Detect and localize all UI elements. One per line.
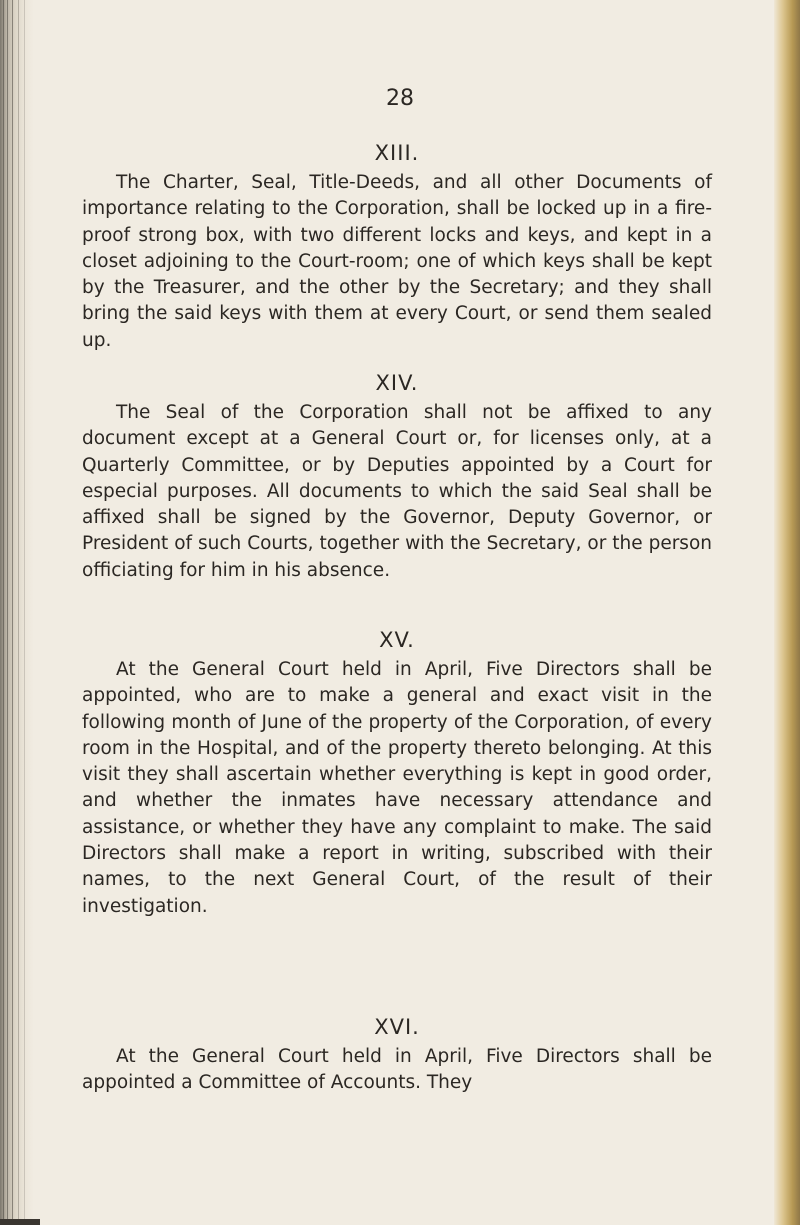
corner-mark [0, 1219, 40, 1225]
right-page-edge [774, 0, 800, 1225]
article-16 [82, 1014, 712, 1097]
article-13 [82, 140, 712, 354]
article-15 [82, 627, 712, 920]
article-heading: XV. [379, 628, 415, 652]
article-14 [82, 370, 712, 584]
article-heading: XIV. [375, 371, 419, 395]
article-text: At the General Court held in April, Five Directors shall be appointed a Committee of Accounts. They [82, 1046, 712, 1094]
article-text: At the General Court held in April, Five Directors shall be appointed, who are to make a general and exact visit in the following month of June of the property of the Corporation, of every room in the Hospital, and of the property thereto belonging. At this visit they shall ascertain whether everything is kept in good order, and whether the inmates have necessary attendance and assistance, or whether they have any complaint to make. The said Directors shall make a report in writing, subscribed with their names, to the next General Court, of the result of their investigation. [82, 659, 712, 917]
article-text: The Charter, Seal, Title-Deeds, and all other Documents of importance relating to the Corporation, shall be locked up in a fire-proof strong box, with two different locks and keys, and kept in a closet adjoining to the Court-room; one of which keys shall be kept by the Treasurer, and the other by the Secretary; and they shall bring the said keys with them at every Court, or send them sealed up. [82, 172, 712, 351]
article-heading: XIII. [374, 141, 420, 165]
article-heading: XVI. [374, 1015, 420, 1039]
article-text: The Seal of the Corporation shall not be affixed to any document except at a General Court or, for licenses only, at a Quarterly Committee, or by Deputies appointed by a Court for especial purposes. All documents to which the said Seal shall be affixed shall be signed by the Governor, Deputy Governor, or President of such Courts, together with the Secretary, or the person officiating for him in his absence. [82, 402, 712, 581]
left-binding-gutter [0, 0, 34, 1225]
page-number: 28 [386, 86, 414, 111]
